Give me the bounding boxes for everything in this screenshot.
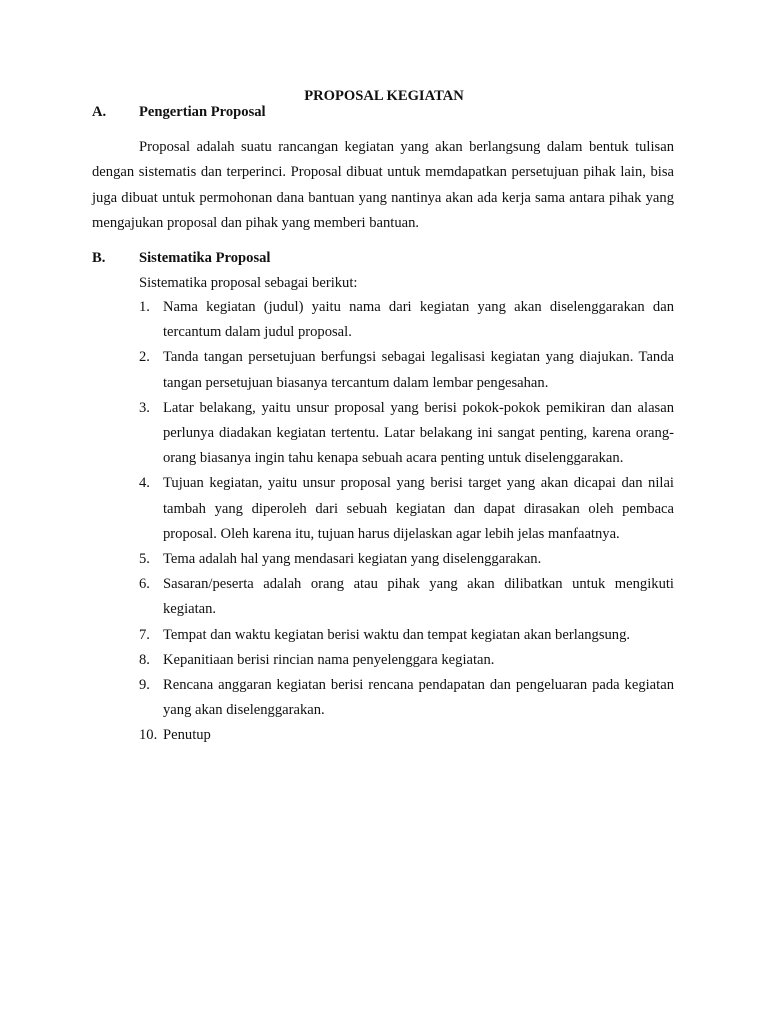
section-a-header — [92, 102, 692, 122]
list-item — [139, 547, 674, 572]
list-item-text: Sasaran/peserta adalah orang atau pihak yang akan dilibatkan untuk mengikuti kegiatan. — [163, 576, 674, 618]
list-item-text: Tempat dan waktu kegiatan berisi waktu dan tempat kegiatan akan berlangsung. — [163, 626, 631, 643]
list-item-number: 8. — [139, 651, 150, 668]
list-item-number: 9. — [139, 677, 150, 694]
systematics-list — [139, 295, 674, 749]
list-item-text: Latar belakang, yaitu unsur proposal yang berisi pokok-pokok pemikiran dan alasan perlunya diadakan kegiatan tertentu. Latar belakang ini sangat penting, karena orang-orang biasanya ingin tahu kenapa sebuah acara penting untuk diselenggarakan. — [163, 399, 674, 467]
section-a-paragraph: Proposal adalah suatu rancangan kegiatan yang akan berlangsung dalam bentuk tulisan dengan sistematis dan terperinci. Proposal dibuat untuk memdapatkan persetujuan pihak lain, bisa juga dibuat untuk permohonan dana bantuan yang nantinya akan ada kerja sama antara pihak yang mengajukan proposal dan pihak yang memberi bantuan. — [92, 139, 674, 231]
list-item-number: 10. — [139, 727, 158, 744]
list-item — [139, 623, 674, 648]
list-item-number: 3. — [139, 399, 150, 416]
section-a-letter: A. — [92, 104, 107, 120]
section-b-intro: Sistematika proposal sebagai berikut: — [139, 275, 358, 291]
list-item-number: 7. — [139, 626, 150, 643]
list-item-text: Penutup — [163, 727, 211, 744]
list-item-text: Tema adalah hal yang mendasari kegiatan yang diselenggarakan. — [163, 551, 542, 568]
list-item-text: Kepanitiaan berisi rincian nama penyelenggara kegiatan. — [163, 651, 495, 668]
list-item-number: 1. — [139, 299, 150, 315]
section-a-heading: Pengertian Proposal — [139, 104, 266, 120]
list-item-number: 5. — [139, 551, 150, 568]
list-item-text: Rencana anggaran kegiatan berisi rencana pendapatan dan pengeluaran pada kegiatan yang akan diselenggarakan. — [163, 677, 674, 719]
list-item-text: Tanda tangan persetujuan berfungsi sebagai legalisasi kegiatan yang diajukan. Tanda tangan persetujuan biasanya tercantum dalam lembar pengesahan. — [163, 349, 674, 391]
list-item — [139, 471, 674, 547]
list-item — [139, 673, 674, 723]
list-item — [139, 648, 674, 673]
list-item — [139, 396, 674, 472]
section-b-header — [92, 248, 692, 268]
list-item — [139, 295, 674, 345]
list-item — [139, 572, 674, 622]
list-item-number: 2. — [139, 349, 150, 366]
section-b-letter: B. — [92, 250, 106, 266]
list-item-text: Nama kegiatan (judul) yaitu nama dari kegiatan yang akan diselenggarakan dan tercantum dalam judul proposal. — [163, 299, 674, 341]
list-item-number: 4. — [139, 475, 150, 492]
list-item-number: 6. — [139, 576, 150, 593]
document-title: PROPOSAL KEGIATAN — [304, 88, 464, 104]
list-item-text: Tujuan kegiatan, yaitu unsur proposal yang berisi target yang akan dicapai dan nilai tambah yang diperoleh dari sebuah kegiatan dan dapat dirasakan oleh pembaca proposal. Oleh karena itu, tujuan harus dijelaskan agar lebih jelas manfaatnya. — [163, 475, 674, 542]
section-b-heading: Sistematika Proposal — [139, 250, 271, 266]
list-item — [139, 723, 674, 748]
list-item — [139, 345, 674, 395]
